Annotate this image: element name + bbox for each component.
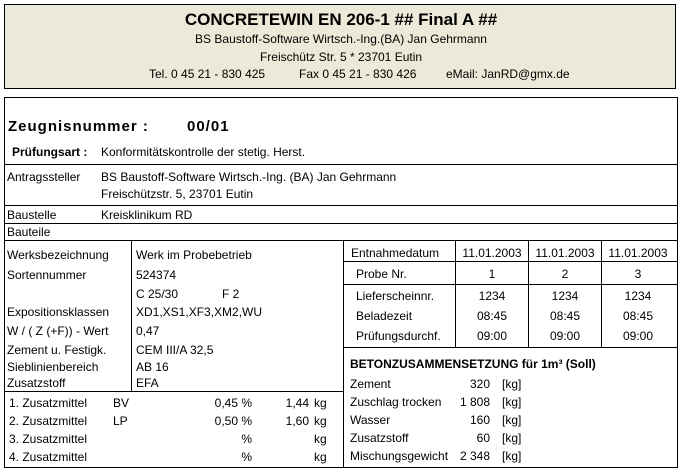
plant-value: Werk im Probebetrieb <box>136 248 252 262</box>
company-name: BS Baustoff-Software Wirtsch.-Ing.(BA) Jan Gehrmann <box>195 32 487 46</box>
admixture-unit: kg <box>314 432 327 446</box>
admixture-unit: kg <box>314 450 327 464</box>
admixture-amount: 1,44 <box>285 396 309 410</box>
divider <box>4 164 678 165</box>
applicant-name: BS Baustoff-Software Wirtsch.-Ing. (BA) Jan Gehrmann <box>101 170 397 184</box>
composition-label: Zement <box>350 377 391 391</box>
composition-value: 160 <box>469 413 490 427</box>
divider <box>4 240 678 241</box>
test-time-label: Prüfungsdurchf. <box>356 329 441 343</box>
wz-label: W / ( Z (+F)) - Wert <box>7 324 109 338</box>
admixture-percent: 0,50 % <box>214 414 252 428</box>
delivery-label: Lieferscheinnr. <box>356 289 435 303</box>
additive-value: EFA <box>136 376 159 390</box>
grid-line <box>343 284 678 285</box>
company-address: Freischütz Str. 5 * 23701 Eutin <box>259 50 423 64</box>
delivery-number: 1234 <box>478 289 506 303</box>
admixture-label: 1. Zusatzmittel <box>9 396 88 410</box>
composition-unit: [kg] <box>502 395 522 409</box>
admixture-type: BV <box>113 396 130 410</box>
test-time: 09:00 <box>549 329 581 343</box>
probe-number: 1 <box>488 267 496 281</box>
company-fax: Fax 0 45 21 - 830 426 <box>299 67 417 81</box>
document-header <box>4 4 676 89</box>
sieve-label: Sieblinienbereich <box>7 360 99 374</box>
admixture-percent: 0,45 % <box>214 396 252 410</box>
date-label: Entnahmedatum <box>351 246 440 260</box>
composition-value: 1 808 <box>459 395 490 409</box>
divider <box>4 391 343 392</box>
plant-label: Werksbezeichnung <box>7 248 109 262</box>
composition-label: Zuschlag trocken <box>350 395 442 409</box>
load-time: 08:45 <box>476 309 508 323</box>
load-label: Beladezeit <box>356 309 413 323</box>
test-time: 09:00 <box>476 329 508 343</box>
divider <box>4 223 678 224</box>
grid-line <box>343 347 678 348</box>
cement-label: Zement u. Festigk. <box>7 343 107 357</box>
column-divider <box>131 240 132 392</box>
certificate-number: 00/01 <box>187 118 230 135</box>
composition-label: Mischungsgewicht <box>350 449 449 463</box>
applicant-address: Freischützstr. 5, 23701 Eutin <box>101 187 254 201</box>
delivery-number: 1234 <box>624 289 652 303</box>
certificate-number-label: Zeugnisnummer : <box>8 118 149 135</box>
test-type-value: Konformitätskontrolle der stetig. Herst. <box>101 145 306 159</box>
test-type-label: Prüfungsart : <box>12 145 88 159</box>
sort-label: Sortennummer <box>7 268 87 282</box>
applicant-label: Antragssteller <box>7 170 81 184</box>
admixture-label: 3. Zusatzmittel <box>9 432 88 446</box>
composition-unit: [kg] <box>502 377 522 391</box>
test-time: 09:00 <box>622 329 654 343</box>
composition-value: 2 348 <box>459 449 490 463</box>
sieve-value: AB 16 <box>136 360 169 374</box>
section-divider <box>343 240 344 468</box>
site-label: Baustelle <box>7 208 57 222</box>
admixture-percent: % <box>241 432 252 446</box>
wz-value: 0,47 <box>136 324 160 338</box>
app-title: CONCRETEWIN EN 206-1 ## Final A ## <box>184 10 498 29</box>
additive-label: Zusatzstoff <box>7 376 66 390</box>
admixture-label: 4. Zusatzmittel <box>9 450 88 464</box>
sample-date: 11.01.2003 <box>535 246 595 260</box>
composition-value: 60 <box>476 431 490 445</box>
composition-unit: [kg] <box>502 413 522 427</box>
admixture-percent: % <box>241 450 252 464</box>
admixture-label: 2. Zusatzmittel <box>9 414 88 428</box>
site-value: Kreisklinikum RD <box>101 208 193 222</box>
load-time: 08:45 <box>622 309 654 323</box>
composition-unit: [kg] <box>502 449 522 463</box>
divider <box>4 205 678 206</box>
admixture-amount: 1,60 <box>285 414 309 428</box>
grid-line <box>343 261 678 262</box>
sample-date: 11.01.2003 <box>462 246 522 260</box>
admixture-unit: kg <box>314 414 327 428</box>
admixture-type: LP <box>113 414 128 428</box>
company-email: eMail: JanRD@gmx.de <box>446 67 570 81</box>
exposure-label: Expositionsklassen <box>7 305 110 319</box>
consistency-class: F 2 <box>222 287 240 301</box>
cement-value: CEM III/A 32,5 <box>136 343 214 357</box>
probe-number: 2 <box>561 267 569 281</box>
probe-label: Probe Nr. <box>356 267 407 281</box>
load-time: 08:45 <box>549 309 581 323</box>
composition-title: BETONZUSAMMENSETZUNG für 1m³ (Soll) <box>350 357 596 371</box>
composition-label: Wasser <box>350 413 391 427</box>
company-tel: Tel. 0 45 21 - 830 425 <box>149 67 266 81</box>
composition-label: Zusatzstoff <box>350 431 409 445</box>
composition-value: 320 <box>469 377 490 391</box>
sample-date: 11.01.2003 <box>608 246 668 260</box>
probe-number: 3 <box>634 267 642 281</box>
exposure-value: XD1,XS1,XF3,XM2,WU <box>136 305 263 319</box>
delivery-number: 1234 <box>551 289 579 303</box>
parts-label: Bauteile <box>7 225 51 239</box>
sort-value: 524374 <box>136 268 177 282</box>
composition-unit: [kg] <box>502 431 522 445</box>
admixture-unit: kg <box>314 396 327 410</box>
strength-class: C 25/30 <box>136 287 179 301</box>
